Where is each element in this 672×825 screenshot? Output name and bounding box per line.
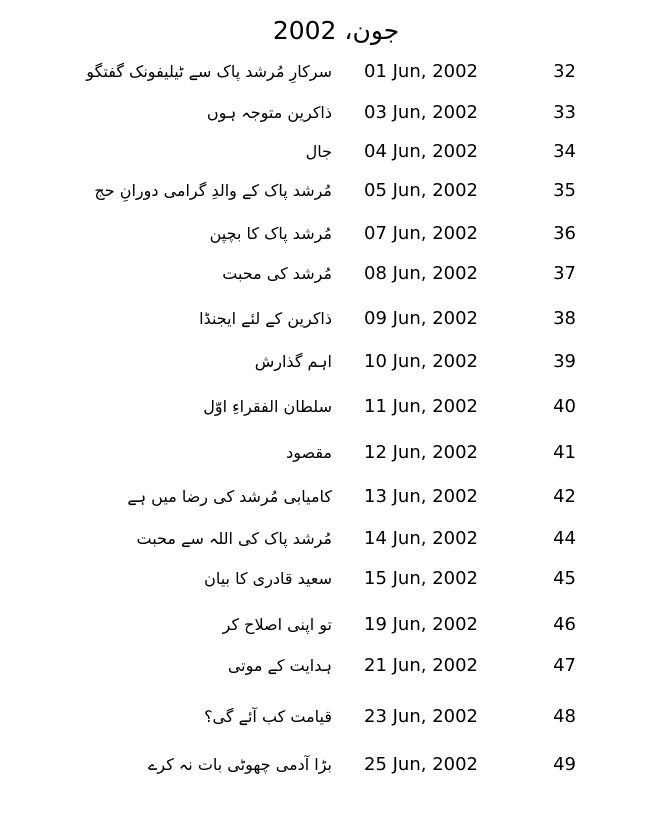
toc-topic: تو اپنی اصلاح کر [222,615,332,634]
toc-date: 12 Jun, 2002 [364,442,479,463]
toc-row [0,525,672,555]
toc-topic: کامیابی مُرشد کی رضا میں ہے [127,487,332,506]
toc-date: 09 Jun, 2002 [364,308,479,329]
toc-topic: جال [305,142,332,161]
toc-page-number: 32 [553,61,576,82]
toc-topic: سلطان الفقراءِ اوّل [203,397,332,416]
toc-topic: سرکارِ مُرشد پاک سے ٹیلیفونک گفتگو [86,62,332,81]
toc-row [0,483,672,513]
toc-row [0,305,672,335]
toc-row [0,393,672,423]
toc-page-number: 38 [553,308,576,329]
toc-topic: ذاکرین متوجہ ہوں [206,103,332,122]
toc-date: 10 Jun, 2002 [364,351,479,372]
toc-date: 04 Jun, 2002 [364,141,479,162]
toc-date: 23 Jun, 2002 [364,706,479,727]
toc-topic: اہم گذارش [254,352,332,371]
toc-page-number: 37 [553,263,576,284]
toc-page-number: 36 [553,223,576,244]
toc-page-number: 44 [553,528,576,549]
toc-date: 15 Jun, 2002 [364,568,479,589]
toc-row [0,703,672,733]
toc-page-number: 35 [553,180,576,201]
toc-date: 11 Jun, 2002 [364,396,479,417]
toc-date: 08 Jun, 2002 [364,263,479,284]
toc-page-number: 33 [553,102,576,123]
toc-page-number: 49 [553,754,576,775]
toc-row [0,58,672,88]
toc-row [0,751,672,781]
toc-page-number: 42 [553,486,576,507]
toc-topic: ذاکرین کے لئے ایجنڈا [199,309,332,328]
toc-topic: سعید قادری کا بیان [204,569,332,588]
toc-topic: مقصود [286,443,332,462]
toc-date: 25 Jun, 2002 [364,754,479,775]
toc-page-number: 41 [553,442,576,463]
toc-topic: مُرشد پاک کا بچپن [209,224,332,243]
toc-date: 19 Jun, 2002 [364,614,479,635]
toc-topic: بڑا آدمی چھوٹی بات نہ کرے [148,755,332,774]
toc-page-number: 45 [553,568,576,589]
toc-row [0,99,672,129]
toc-topic: مُرشد کی محبت [222,264,332,283]
toc-page-number: 46 [553,614,576,635]
toc-row [0,177,672,207]
toc-date: 07 Jun, 2002 [364,223,479,244]
toc-page-number: 40 [553,396,576,417]
toc-date: 21 Jun, 2002 [364,655,479,676]
toc-row [0,439,672,469]
toc-date: 01 Jun, 2002 [364,61,479,82]
toc-date: 03 Jun, 2002 [364,102,479,123]
toc-row [0,652,672,682]
toc-page-number: 48 [553,706,576,727]
toc-row [0,220,672,250]
toc-row [0,565,672,595]
toc-date: 13 Jun, 2002 [364,486,479,507]
toc-topic: قیامت کب آئے گی؟ [204,707,332,726]
page-title: جون، 2002 [272,16,400,45]
toc-topic: مُرشد پاک کے والدِ گرامی دورانِ حج [94,181,332,200]
toc-page-number: 39 [553,351,576,372]
toc-row [0,260,672,290]
toc-row [0,611,672,641]
toc-topic: مُرشد پاک کی اللہ سے محبت [136,529,332,548]
toc-date: 14 Jun, 2002 [364,528,479,549]
toc-row [0,348,672,378]
toc-topic: ہدایت کے موتی [227,656,332,675]
toc-page-number: 34 [553,141,576,162]
toc-page-number: 47 [553,655,576,676]
toc-row [0,138,672,168]
toc-date: 05 Jun, 2002 [364,180,479,201]
